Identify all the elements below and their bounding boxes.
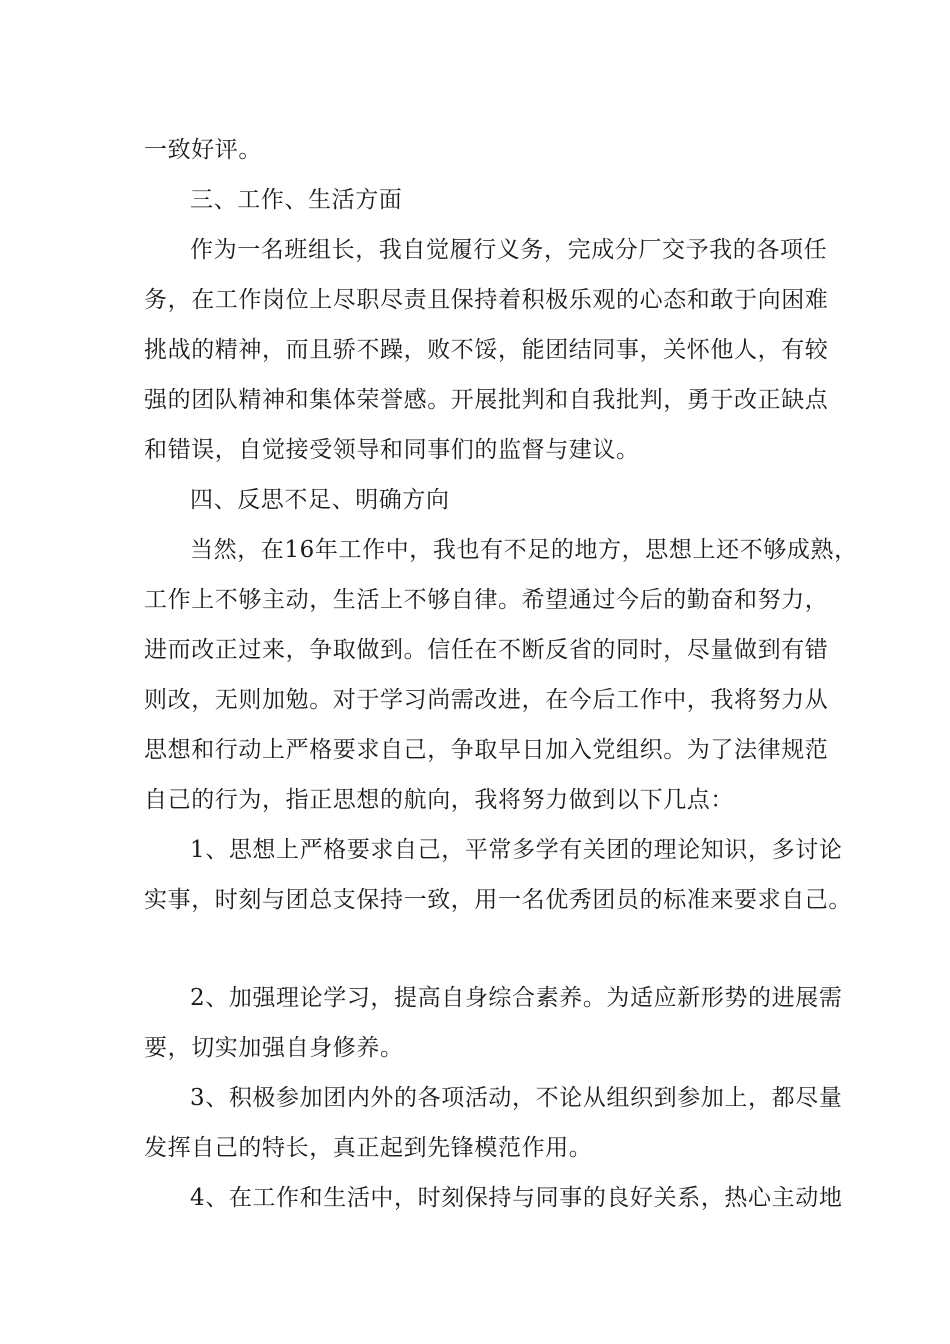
list-item-2-line-2: 要，切实加强自身修养。 xyxy=(144,1035,404,1061)
text-line-5: 挑战的精神，而且骄不躁，败不馁，能团结同事，关怀他人，有较 xyxy=(144,337,829,363)
section-heading-three: 三、工作、生活方面 xyxy=(190,187,403,213)
list-item-4-line-1: 4、在工作和生活中，时刻保持与同事的良好关系，热心主动地 xyxy=(190,1185,843,1211)
text-line-3: 作为一名班组长，我自觉履行义务，完成分厂交予我的各项任 xyxy=(190,237,828,263)
text-line-14: 自己的行为，指正思想的航向，我将努力做到以下几点： xyxy=(144,787,734,813)
list-item-3-line-2: 发挥自己的特长，真正起到先锋模范作用。 xyxy=(144,1135,593,1161)
text-line-6: 强的团队精神和集体荣誉感。开展批判和自我批判，勇于改正缺点 xyxy=(144,387,829,413)
list-item-1-line-1: 1、思想上严格要求自己，平常多学有关团的理论知识，多讨论 xyxy=(190,837,843,863)
text-line-4: 务，在工作岗位上尽职尽责且保持着积极乐观的心态和敢于向困难 xyxy=(144,287,829,313)
text-line-7: 和错误，自觉接受领导和同事们的监督与建议。 xyxy=(144,437,640,463)
list-item-1-line-2: 实事，时刻与团总支保持一致，用一名优秀团员的标准来要求自己。 xyxy=(144,887,852,913)
text-line-10: 工作上不够主动，生活上不够自律。希望通过今后的勤奋和努力， xyxy=(144,587,829,613)
text-line-11: 进而改正过来，争取做到。信任在不断反省的同时，尽量做到有错 xyxy=(144,637,829,663)
text-line-9: 当然，在16年工作中，我也有不足的地方，思想上还不够成熟， xyxy=(190,537,858,563)
text-line-1: 一致好评。 xyxy=(144,137,262,163)
list-item-2-line-1: 2、加强理论学习，提高自身综合素养。为适应新形势的进展需 xyxy=(190,985,843,1011)
list-item-3-line-1: 3、积极参加团内外的各项活动，不论从组织到参加上，都尽量 xyxy=(190,1085,843,1111)
text-line-12: 则改，无则加勉。对于学习尚需改进，在今后工作中，我将努力从 xyxy=(144,687,829,713)
section-heading-four: 四、反思不足、明确方向 xyxy=(190,487,450,513)
text-line-13: 思想和行动上严格要求自己，争取早日加入党组织。为了法律规范 xyxy=(144,737,829,763)
